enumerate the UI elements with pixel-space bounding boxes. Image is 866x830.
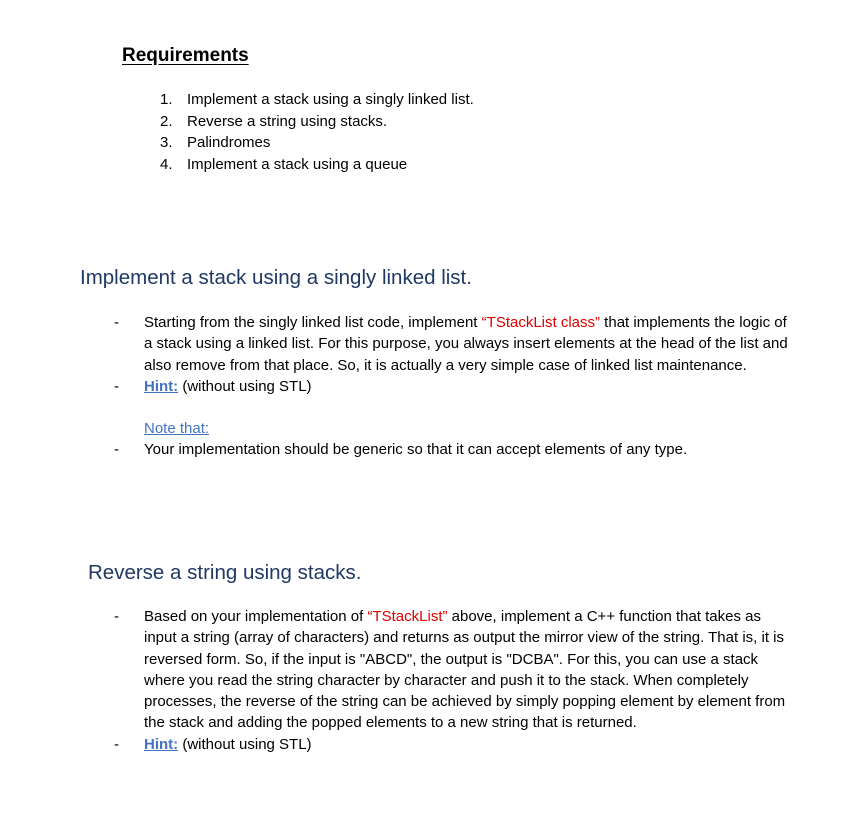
note-label-item [114, 418, 794, 439]
requirement-number: 1. [160, 91, 173, 108]
bullet-text-continued: that implements the logic of a stack using a linked list. For this purpose, you always insert elements at the head of the list and also remove from that place. So, it is actually a very simple case of linked list maintenance. [144, 314, 788, 374]
bullet-text: Based on your implementation of [144, 608, 368, 625]
requirements-title: Requirements [122, 45, 249, 66]
requirement-text: Reverse a string using stacks. [187, 112, 388, 130]
hint-link[interactable]: Hint: [144, 735, 179, 753]
bullet-text: Starting from the singly linked list code, implement [144, 314, 482, 331]
section-reverse-string-bullets [114, 606, 794, 755]
requirement-item [160, 111, 474, 133]
bullet-dash: - [114, 314, 119, 331]
requirement-item [160, 154, 474, 176]
note-link[interactable]: Note that: [144, 420, 210, 438]
blank-line [114, 397, 794, 418]
requirement-text: Implement a stack using a singly linked list. [187, 91, 474, 108]
requirement-text: Palindromes [187, 134, 271, 151]
section-heading-linked-list: Implement a stack using a singly linked list. [80, 266, 472, 289]
hint-item [114, 376, 794, 397]
requirement-number: 3. [160, 134, 173, 151]
bullet-item [114, 312, 794, 376]
bullet-text: Your implementation should be generic so that it can accept elements of any type. [144, 441, 688, 459]
requirements-list [160, 89, 474, 175]
requirement-number: 4. [160, 155, 173, 173]
hint-text: (without using STL) [178, 377, 312, 395]
bullet-item [114, 439, 794, 460]
bullet-dash: - [114, 441, 119, 459]
bullet-text-continued: above, implement a C++ function that takes as input a string (array of characters) and returns as output the mirror view of the string. That is, it is reversed form. So, if the input is "ABCD", the output is "DCBA". For this, you can use a stack where you read the string character by character and push it to the stack. When completely processes, the reverse of the string can be achieved by simply popping element by element from the stack and adding the popped elements to a new string that is returned. [144, 608, 786, 732]
hint-link[interactable]: Hint: [144, 377, 179, 395]
requirement-item [160, 89, 474, 111]
requirement-item [160, 132, 474, 154]
hint-text: (without using STL) [178, 735, 312, 753]
bullet-item [114, 606, 794, 734]
requirement-number: 2. [160, 112, 173, 130]
bullet-dash: - [114, 608, 119, 625]
hint-item [114, 734, 794, 755]
bullet-dash: - [114, 735, 119, 753]
requirement-text: Implement a stack using a queue [187, 155, 408, 173]
class-name-highlight: “TStackList” [367, 608, 448, 625]
bullet-dash: - [114, 377, 119, 395]
section-heading-reverse-string: Reverse a string using stacks. [88, 561, 362, 584]
section-linked-list-bullets [114, 312, 794, 461]
class-name-highlight: “TStackList class” [481, 314, 601, 331]
